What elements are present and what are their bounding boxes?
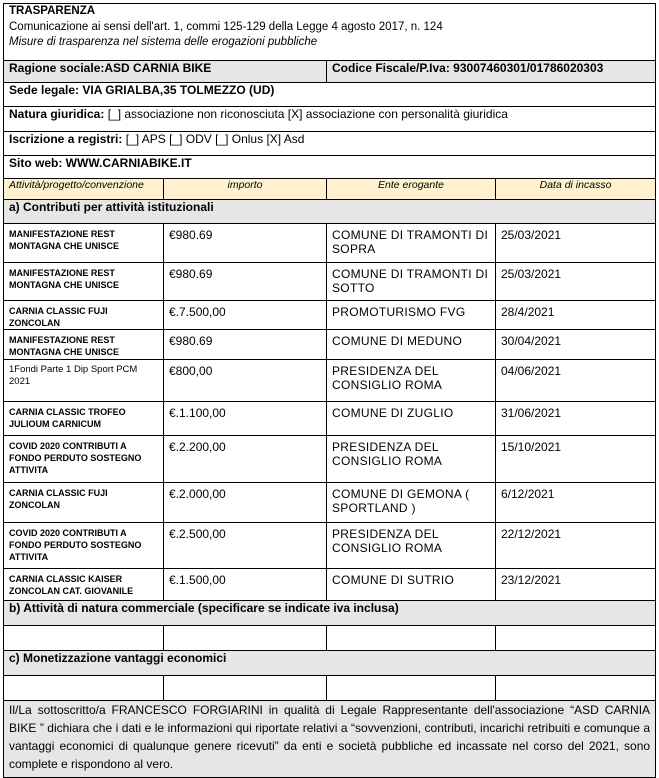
entity-cell: COMUNE DI MEDUNO bbox=[327, 330, 496, 360]
column-header-entity: Ente erogante bbox=[327, 179, 496, 200]
activity-cell: CARNIA CLASSIC TROFEO JULIOUM CARNICUM bbox=[4, 402, 164, 436]
entity-cell: PROMOTURISMO FVG bbox=[327, 301, 496, 330]
header-row bbox=[4, 4, 656, 61]
entity-cell: PRESIDENZA DEL CONSIGLIO ROMA bbox=[327, 436, 496, 483]
empty-cell bbox=[4, 626, 164, 651]
table-row bbox=[4, 330, 656, 360]
date-cell: 15/10/2021 bbox=[496, 436, 656, 483]
table-row bbox=[4, 360, 656, 402]
iscrizione-registri-label: Iscrizione a registri: bbox=[9, 132, 123, 146]
amount-cell: €.2.000,00 bbox=[164, 483, 327, 523]
amount-cell: €.2.500,00 bbox=[164, 523, 327, 569]
natura-giuridica-row bbox=[4, 107, 656, 132]
iscrizione-registri-value: [_] APS [_] ODV [_] Onlus [X] Asd bbox=[122, 132, 305, 146]
amount-cell: €800,00 bbox=[164, 360, 327, 402]
table-row bbox=[4, 263, 656, 301]
table-row bbox=[4, 523, 656, 569]
date-cell: 30/04/2021 bbox=[496, 330, 656, 360]
entity-cell: COMUNE DI ZUGLIO bbox=[327, 402, 496, 436]
empty-cell bbox=[496, 676, 656, 701]
amount-cell: €980.69 bbox=[164, 224, 327, 263]
natura-giuridica-label: Natura giuridica: bbox=[9, 107, 105, 121]
header-cell bbox=[4, 4, 656, 61]
empty-cell bbox=[496, 626, 656, 651]
amount-cell: €.2.200,00 bbox=[164, 436, 327, 483]
table-row bbox=[4, 301, 656, 330]
section-b-empty-row bbox=[4, 626, 656, 651]
column-header-activity: Attività/progetto/convenzione bbox=[4, 179, 164, 200]
document-title: TRASPARENZA bbox=[9, 5, 96, 17]
empty-cell bbox=[327, 626, 496, 651]
section-b-row bbox=[4, 601, 656, 626]
entity-cell: COMUNE DI TRAMONTI DI SOPRA bbox=[327, 224, 496, 263]
sede-legale: Sede legale: VIA GRIALBA,35 TOLMEZZO (UD) bbox=[4, 83, 656, 107]
date-cell: 6/12/2021 bbox=[496, 483, 656, 523]
empty-cell bbox=[327, 676, 496, 701]
sito-web: Sito web: WWW.CARNIABIKE.IT bbox=[4, 156, 656, 179]
activity-cell: 1Fondi Parte 1 Dip Sport PCM 2021 bbox=[4, 360, 164, 402]
date-cell: 31/06/2021 bbox=[496, 402, 656, 436]
amount-cell: €980.69 bbox=[164, 263, 327, 301]
section-a-row bbox=[4, 200, 656, 224]
iscrizione-registri-row bbox=[4, 132, 656, 156]
empty-cell bbox=[164, 676, 327, 701]
amount-cell: €.1.100,00 bbox=[164, 402, 327, 436]
empty-cell bbox=[164, 626, 327, 651]
declaration-row bbox=[4, 701, 656, 778]
header-line-1: Comunicazione ai sensi dell'art. 1, commi 125-129 della Legge 4 agosto 2017, n. 124 bbox=[9, 20, 443, 33]
ragione-sociale: Ragione sociale:ASD CARNIA BIKE bbox=[4, 61, 327, 83]
date-cell: 23/12/2021 bbox=[496, 569, 656, 601]
table-row bbox=[4, 436, 656, 483]
sito-web-row bbox=[4, 156, 656, 179]
amount-cell: €.1.500,00 bbox=[164, 569, 327, 601]
table-row bbox=[4, 224, 656, 263]
date-cell: 28/4/2021 bbox=[496, 301, 656, 330]
amount-cell: €.7.500,00 bbox=[164, 301, 327, 330]
date-cell: 25/03/2021 bbox=[496, 224, 656, 263]
table-row bbox=[4, 483, 656, 523]
date-cell: 04/06/2021 bbox=[496, 360, 656, 402]
activity-cell: CARNIA CLASSIC FUJI ZONCOLAN bbox=[4, 483, 164, 523]
entity-cell: COMUNE DI SUTRIO bbox=[327, 569, 496, 601]
activity-cell: MANIFESTAZIONE REST MONTAGNA CHE UNISCE bbox=[4, 224, 164, 263]
section-c-row bbox=[4, 651, 656, 676]
column-header-date: Data di incasso bbox=[496, 179, 656, 200]
section-c-empty-row bbox=[4, 676, 656, 701]
entity-cell: COMUNE DI TRAMONTI DI SOTTO bbox=[327, 263, 496, 301]
empty-cell bbox=[4, 676, 164, 701]
declaration-text: Il/La sottoscritto/a FRANCESCO FORGIARINI in qualità di Legale Rappresentante dell'associazione “ASD CARNIA BIKE ” dichiara che i dati e le informazioni qui riportate relativi a “sovvenzioni, contributi, incarichi retribuiti e comunque a vantaggi economici di qualunque genere ricevuti” da enti e società pubbliche ed incassate nel corso del 2021, sono complete e rispondono al vero. bbox=[4, 701, 656, 778]
entity-cell: COMUNE DI GEMONA ( SPORTLAND ) bbox=[327, 483, 496, 523]
activity-cell: CARNIA CLASSIC KAISER ZONCOLAN CAT. GIOVANILE bbox=[4, 569, 164, 601]
activity-cell: CARNIA CLASSIC FUJI ZONCOLAN bbox=[4, 301, 164, 330]
natura-giuridica-value: [_] associazione non riconosciuta [X] associazione con personalità giuridica bbox=[104, 107, 508, 121]
codice-fiscale: Codice Fiscale/P.Iva: 93007460301/01786020303 bbox=[327, 61, 656, 83]
activity-cell: COVID 2020 CONTRIBUTI A FONDO PERDUTO SOSTEGNO ATTIVITA bbox=[4, 436, 164, 483]
activity-cell: MANIFESTAZIONE REST MONTAGNA CHE UNISCE bbox=[4, 263, 164, 301]
section-a-title: a) Contributi per attività istituzionali bbox=[4, 200, 656, 224]
activity-cell: MANIFESTAZIONE REST MONTAGNA CHE UNISCE bbox=[4, 330, 164, 360]
date-cell: 25/03/2021 bbox=[496, 263, 656, 301]
section-b-title: b) Attività di natura commerciale (specificare se indicate iva inclusa) bbox=[4, 601, 656, 626]
entity-cell: PRESIDENZA DEL CONSIGLIO ROMA bbox=[327, 523, 496, 569]
sede-legale-row bbox=[4, 83, 656, 107]
entity-cell: PRESIDENZA DEL CONSIGLIO ROMA bbox=[327, 360, 496, 402]
natura-giuridica-cell bbox=[4, 107, 656, 132]
column-header-amount: importo bbox=[164, 179, 327, 200]
table-row bbox=[4, 402, 656, 436]
table-row bbox=[4, 569, 656, 601]
column-header-row bbox=[4, 179, 656, 200]
ragione-sociale-row bbox=[4, 61, 656, 83]
transparency-table bbox=[3, 3, 656, 778]
amount-cell: €980.69 bbox=[164, 330, 327, 360]
iscrizione-registri-cell bbox=[4, 132, 656, 156]
activity-cell: COVID 2020 CONTRIBUTI A FONDO PERDUTO SOSTEGNO ATTIVITA bbox=[4, 523, 164, 569]
section-c-title: c) Monetizzazione vantaggi economici bbox=[4, 651, 656, 676]
header-line-2: Misure di trasparenza nel sistema delle erogazioni pubbliche bbox=[9, 36, 318, 48]
date-cell: 22/12/2021 bbox=[496, 523, 656, 569]
